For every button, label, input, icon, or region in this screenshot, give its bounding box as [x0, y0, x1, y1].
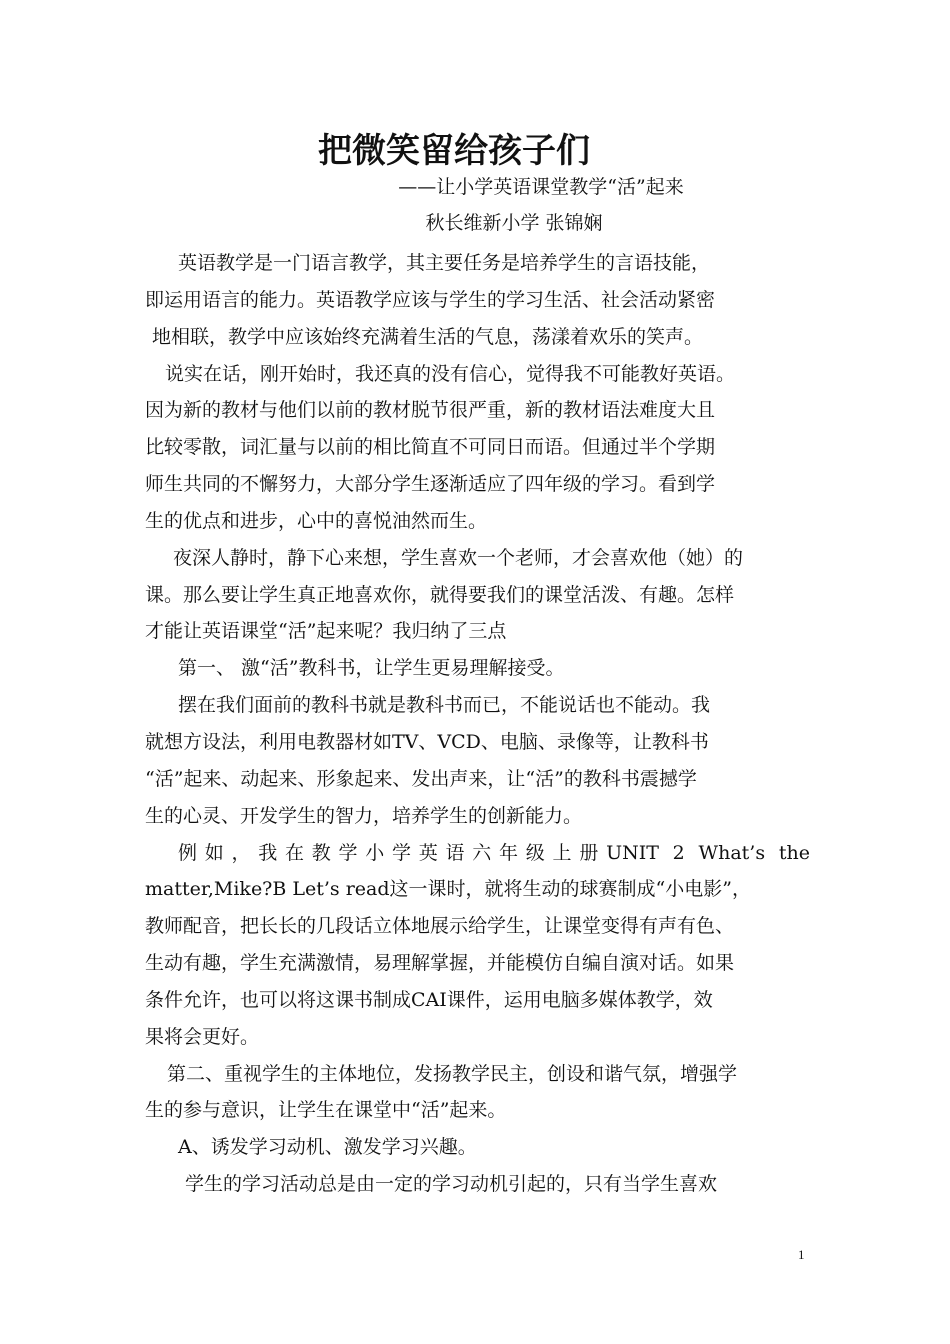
text-line: 因为新的教材与他们以前的教材脱节很严重，新的教材语法难度大且	[145, 399, 716, 422]
text-line: 摆在我们面前的教科书就是教科书而已，不能说话也不能动。我	[178, 694, 711, 717]
text-line: 比较零散，词汇量与以前的相比简直不可同日而语。但通过半个学期	[145, 436, 716, 459]
text-line: 学生的学习活动总是由一定的学习动机引起的，只有当学生喜欢	[185, 1173, 718, 1196]
text-line: 生的参与意识，让学生在课堂中“活”起来。	[145, 1099, 507, 1122]
text-line: 才能让英语课堂“活”起来呢？我归纳了三点	[145, 620, 507, 643]
text-line: 夜深人静时，静下心来想，学生喜欢一个老师，才会喜欢他（她）的	[173, 546, 744, 569]
text-line: 地相联，教学中应该始终充满着生活的气息，荡漾着欢乐的笑声。	[152, 325, 704, 348]
text-line: 说实在话，刚开始时，我还真的没有信心，觉得我不可能教好英语。	[165, 362, 736, 385]
text-line: 条件允许，也可以将这课书制成CAI课件，运用电脑多媒体教学，效	[145, 988, 713, 1011]
text-line: 师生共同的不懈努力，大部分学生逐渐适应了四年级的学习。看到学	[145, 473, 716, 496]
text-line: 英语教学是一门语言教学，其主要任务是培养学生的言语技能，	[178, 252, 711, 274]
text-line: 第一、 激“活”教科书，让学生更易理解接受。	[178, 657, 565, 680]
text-line: 就想方设法，利用电教器材如TV、VCD、电脑、录像等，让教科书	[145, 730, 709, 753]
text-line: 生动有趣，学生充满激情，易理解掌握，并能模仿自编自演对话。如果	[145, 952, 735, 975]
page-number: 1	[798, 1247, 805, 1262]
text-line: matter,Mike?B Let’s read这一课时，就将生动的球赛制成“小电影”，	[145, 878, 751, 901]
text-line: 生的优点和进步，心中的喜悦油然而生。	[145, 509, 488, 532]
text-line: 即运用语言的能力。英语教学应该与学生的学习生活、社会活动紧密	[145, 288, 716, 311]
text-line: 第二、重视学生的主体地位，发扬教学民主，创设和谐气氛，增强学	[167, 1062, 738, 1085]
text-line: 果将会更好。	[145, 1025, 260, 1048]
document-subtitle: ——让小学英语课堂教学“活”起来	[398, 176, 684, 198]
body-text	[145, 245, 810, 1203]
text-line: A、诱发学习动机、激发学习兴趣。	[178, 1136, 477, 1159]
text-line: 生的心灵、开发学生的智力，培养学生的创新能力。	[145, 804, 583, 827]
text-line: “活”起来、动起来、形象起来、发出声来，让“活”的教科书震撼学	[145, 767, 697, 790]
author-line: 秋长维新小学 张锦娴	[425, 212, 603, 234]
text-line: 课。那么要让学生真正地喜欢你，就得要我们的课堂活泼、有趣。怎样	[145, 583, 735, 606]
document-title: 把微笑留给孩子们	[318, 131, 590, 171]
text-line: 教师配音，把长长的几段话立体地展示给学生，让课堂变得有声有色、	[145, 915, 735, 938]
text-line: 例如，我在教学小学英语六年级上册UNIT 2 What’s the	[178, 841, 810, 864]
